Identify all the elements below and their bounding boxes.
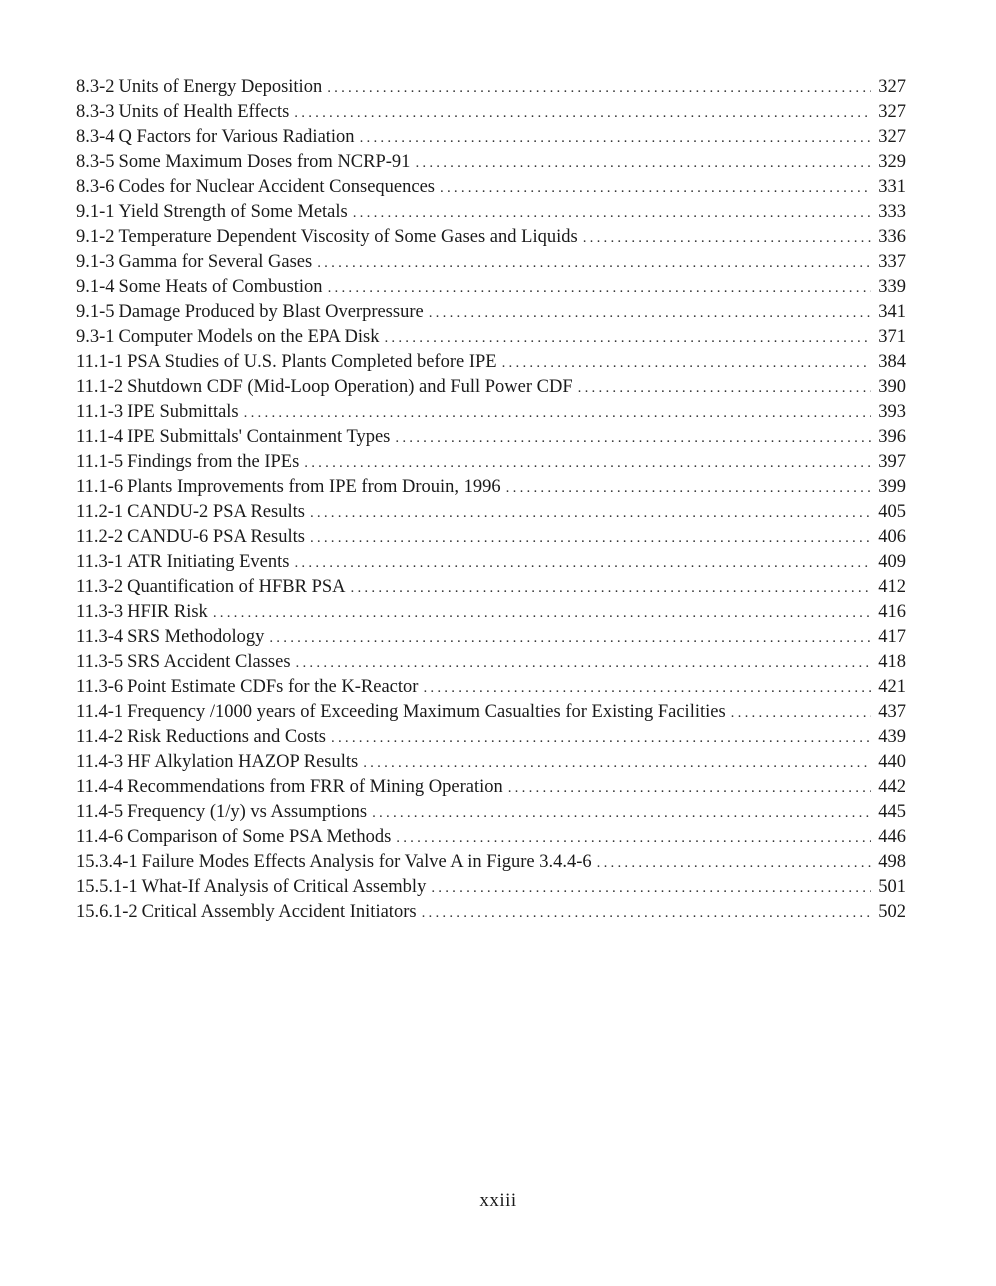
toc-entry-number: 11.1-1 — [76, 352, 124, 372]
toc-entry-page: 418 — [878, 652, 906, 672]
toc-entry-page: 498 — [878, 852, 906, 872]
toc-entry — [76, 75, 906, 100]
toc-entry-number: 11.4-1 — [76, 702, 124, 722]
toc-entry-title: Risk Reductions and Costs — [127, 727, 326, 747]
toc-entry-title: Codes for Nuclear Accident Consequences — [118, 177, 435, 197]
toc-entry — [76, 600, 906, 625]
toc-entry-title: CANDU-6 PSA Results — [127, 527, 305, 547]
toc-entry-number: 9.1-5 — [76, 302, 115, 322]
toc-entry-page: 396 — [878, 427, 906, 447]
toc-entry-number: 11.1-3 — [76, 402, 124, 422]
toc-entry — [76, 800, 906, 825]
dot-leader — [353, 201, 871, 226]
toc-entry-page: 371 — [878, 327, 906, 347]
toc-entry-title: PSA Studies of U.S. Plants Completed before IPE — [127, 352, 497, 372]
toc-entry — [76, 400, 906, 425]
toc-entry-page: 440 — [878, 752, 906, 772]
toc-entry-title: Point Estimate CDFs for the K-Reactor — [127, 677, 419, 697]
toc-entry — [76, 325, 906, 350]
toc-entry-number: 11.4-2 — [76, 727, 124, 747]
toc-entry-page: 397 — [878, 452, 906, 472]
toc-entry-page: 329 — [878, 152, 906, 172]
toc-entry-number: 8.3-5 — [76, 152, 115, 172]
dot-leader — [327, 76, 871, 101]
toc-entry — [76, 850, 906, 875]
toc-entry-page: 327 — [878, 102, 906, 122]
toc-entry-page: 327 — [878, 77, 906, 97]
toc-entry-number: 15.5.1-1 — [76, 877, 138, 897]
toc-entry — [76, 300, 906, 325]
toc-entry-title: Critical Assembly Accident Initiators — [141, 902, 417, 922]
dot-leader — [578, 376, 871, 401]
toc-entry-number: 11.3-3 — [76, 602, 124, 622]
toc-entry — [76, 275, 906, 300]
toc-entry-page: 333 — [878, 202, 906, 222]
dot-leader — [304, 451, 871, 476]
toc-entry-page: 439 — [878, 727, 906, 747]
toc-entry-number: 15.6.1-2 — [76, 902, 138, 922]
toc-entry-page: 412 — [878, 577, 906, 597]
toc-entry-title: Some Maximum Doses from NCRP-91 — [118, 152, 411, 172]
toc-entry-number: 11.1-2 — [76, 377, 124, 397]
toc-entry-title: Temperature Dependent Viscosity of Some Gases and Liquids — [118, 227, 578, 247]
toc-entry — [76, 575, 906, 600]
toc-entry-number: 11.3-1 — [76, 552, 124, 572]
toc-entry-page: 384 — [878, 352, 906, 372]
toc-entry-title: Quantification of HFBR PSA — [127, 577, 346, 597]
toc-entry-page: 442 — [878, 777, 906, 797]
dot-leader — [583, 226, 871, 251]
toc-entry-title: SRS Methodology — [127, 627, 265, 647]
dot-leader — [422, 901, 871, 926]
dot-leader — [384, 326, 871, 351]
toc-entry-number: 15.3.4-1 — [76, 852, 138, 872]
toc-entry-title: Units of Energy Deposition — [118, 77, 323, 97]
toc-entry-page: 393 — [878, 402, 906, 422]
page-number: xxiii — [479, 1190, 517, 1211]
toc-entry-number: 11.4-3 — [76, 752, 124, 772]
dot-leader — [296, 651, 871, 676]
toc-entry-title: Frequency /1000 years of Exceeding Maximum Casualties for Existing Facilities — [127, 702, 726, 722]
toc-entry-title: Units of Health Effects — [118, 102, 290, 122]
dot-leader — [396, 826, 871, 851]
toc-entry-title: Findings from the IPEs — [127, 452, 300, 472]
toc-entry — [76, 425, 906, 450]
toc-entry-title: ATR Initiating Events — [127, 552, 290, 572]
dot-leader — [360, 126, 871, 151]
toc-entry — [76, 250, 906, 275]
toc-entry-page: 416 — [878, 602, 906, 622]
toc-entry — [76, 700, 906, 725]
toc-entry-page: 405 — [878, 502, 906, 522]
dot-leader — [213, 601, 871, 626]
toc-entry — [76, 750, 906, 775]
toc-entry-number: 8.3-2 — [76, 77, 115, 97]
toc-entry-title: Shutdown CDF (Mid-Loop Operation) and Full Power CDF — [127, 377, 573, 397]
dot-leader — [731, 701, 871, 726]
toc-entry-page: 336 — [878, 227, 906, 247]
toc-entry-number: 11.3-6 — [76, 677, 124, 697]
toc-entry-page: 409 — [878, 552, 906, 572]
toc-entry — [76, 900, 906, 925]
table-of-contents-list — [76, 75, 906, 925]
toc-entry-number: 11.1-4 — [76, 427, 124, 447]
dot-leader — [423, 676, 871, 701]
toc-entry-title: What-If Analysis of Critical Assembly — [141, 877, 427, 897]
toc-entry-title: Recommendations from FRR of Mining Operation — [127, 777, 503, 797]
toc-entry — [76, 100, 906, 125]
toc-entry-number: 11.1-6 — [76, 477, 124, 497]
toc-entry-title: Damage Produced by Blast Overpressure — [118, 302, 424, 322]
toc-entry — [76, 200, 906, 225]
toc-entry — [76, 225, 906, 250]
dot-leader — [331, 726, 871, 751]
toc-entry — [76, 550, 906, 575]
dot-leader — [506, 476, 871, 501]
toc-entry-number: 8.3-4 — [76, 127, 115, 147]
dot-leader — [363, 751, 871, 776]
dot-leader — [508, 776, 871, 801]
toc-entry-title: Some Heats of Combustion — [118, 277, 323, 297]
toc-entry-page: 337 — [878, 252, 906, 272]
toc-entry-title: Comparison of Some PSA Methods — [127, 827, 392, 847]
toc-entry-title: Plants Improvements from IPE from Drouin, 1996 — [127, 477, 501, 497]
toc-entry-page: 437 — [878, 702, 906, 722]
toc-entry-page: 446 — [878, 827, 906, 847]
toc-entry — [76, 350, 906, 375]
toc-entry — [76, 150, 906, 175]
toc-entry-number: 9.3-1 — [76, 327, 115, 347]
toc-entry-page: 445 — [878, 802, 906, 822]
toc-entry — [76, 525, 906, 550]
toc-entry — [76, 175, 906, 200]
toc-entry-number: 9.1-1 — [76, 202, 115, 222]
toc-entry — [76, 475, 906, 500]
toc-entry-number: 11.3-5 — [76, 652, 124, 672]
toc-entry-number: 11.2-2 — [76, 527, 124, 547]
toc-entry-title: Computer Models on the EPA Disk — [118, 327, 380, 347]
toc-entry-page: 339 — [878, 277, 906, 297]
toc-entry-number: 9.1-4 — [76, 277, 115, 297]
toc-entry-title: Failure Modes Effects Analysis for Valve A in Figure 3.4.4-6 — [141, 852, 592, 872]
toc-entry-page: 331 — [878, 177, 906, 197]
toc-entry-page: 341 — [878, 302, 906, 322]
dot-leader — [310, 501, 871, 526]
toc-entry-page: 421 — [878, 677, 906, 697]
toc-entry-number: 8.3-3 — [76, 102, 115, 122]
toc-entry-page: 390 — [878, 377, 906, 397]
dot-leader — [597, 851, 871, 876]
toc-entry — [76, 625, 906, 650]
toc-entry — [76, 125, 906, 150]
toc-entry — [76, 825, 906, 850]
toc-entry-title: Q Factors for Various Radiation — [118, 127, 355, 147]
toc-entry — [76, 775, 906, 800]
toc-entry-title: IPE Submittals — [127, 402, 239, 422]
toc-entry-title: Yield Strength of Some Metals — [118, 202, 348, 222]
toc-entry-number: 11.3-2 — [76, 577, 124, 597]
toc-entry-number: 11.4-6 — [76, 827, 124, 847]
dot-leader — [294, 551, 871, 576]
toc-entry — [76, 450, 906, 475]
dot-leader — [502, 351, 871, 376]
dot-leader — [440, 176, 871, 201]
toc-entry-number: 11.4-5 — [76, 802, 124, 822]
toc-entry-page: 502 — [878, 902, 906, 922]
toc-entry — [76, 875, 906, 900]
dot-leader — [351, 576, 871, 601]
toc-entry — [76, 650, 906, 675]
toc-entry — [76, 675, 906, 700]
dot-leader — [429, 301, 871, 326]
toc-entry-page: 406 — [878, 527, 906, 547]
toc-entry-title: IPE Submittals' Containment Types — [127, 427, 391, 447]
toc-entry-number: 9.1-2 — [76, 227, 115, 247]
dot-leader — [431, 876, 871, 901]
toc-entry-number: 11.1-5 — [76, 452, 124, 472]
toc-entry-page: 399 — [878, 477, 906, 497]
toc-entry-page: 501 — [878, 877, 906, 897]
toc-entry-title: Gamma for Several Gases — [118, 252, 313, 272]
toc-entry-page: 327 — [878, 127, 906, 147]
dot-leader — [415, 151, 871, 176]
dot-leader — [244, 401, 871, 426]
dot-leader — [317, 251, 871, 276]
toc-entry — [76, 500, 906, 525]
dot-leader — [328, 276, 871, 301]
dot-leader — [269, 626, 871, 651]
toc-entry-title: HF Alkylation HAZOP Results — [127, 752, 359, 772]
toc-entry-title: HFIR Risk — [127, 602, 208, 622]
dot-leader — [294, 101, 871, 126]
toc-entry-number: 8.3-6 — [76, 177, 115, 197]
dot-leader — [395, 426, 871, 451]
toc-entry-title: SRS Accident Classes — [127, 652, 291, 672]
toc-entry-number: 11.3-4 — [76, 627, 124, 647]
dot-leader — [372, 801, 871, 826]
toc-entry — [76, 375, 906, 400]
dot-leader — [310, 526, 871, 551]
toc-entry-title: CANDU-2 PSA Results — [127, 502, 305, 522]
toc-entry-number: 9.1-3 — [76, 252, 115, 272]
toc-entry-title: Frequency (1/y) vs Assumptions — [127, 802, 368, 822]
toc-entry — [76, 725, 906, 750]
toc-entry-number: 11.2-1 — [76, 502, 124, 522]
toc-entry-page: 417 — [878, 627, 906, 647]
toc-entry-number: 11.4-4 — [76, 777, 124, 797]
